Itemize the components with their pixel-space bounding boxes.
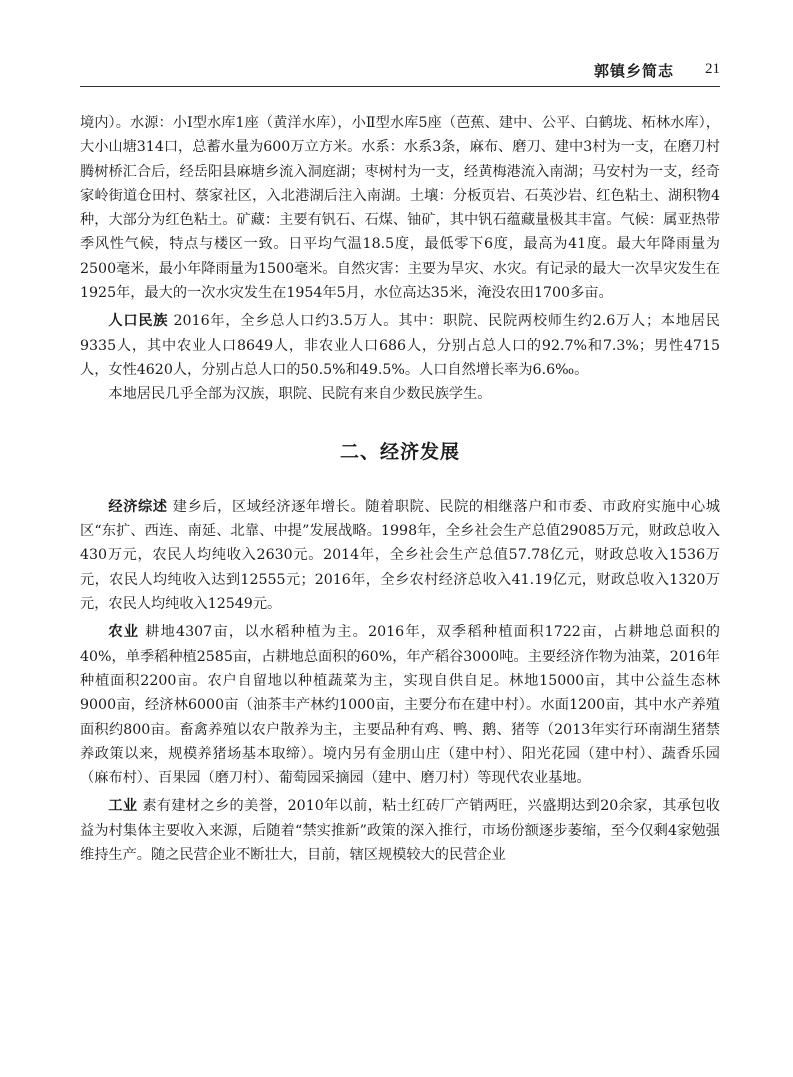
running-header	[80, 58, 720, 86]
section-heading: 二、经济发展	[339, 440, 460, 463]
term-economy-overview: 经济综述	[108, 498, 168, 515]
term-industry: 工业	[108, 798, 138, 815]
book-title: 郭镇乡简志	[593, 62, 674, 80]
term-population: 人口民族	[108, 313, 169, 330]
paragraph-ethnicity: 本地居民几乎全部为汉族，职院、民院有来自少数民族学生。	[108, 386, 492, 403]
paragraph-economy-overview-text: 建乡后，区域经济逐年增长。随着职院、民院的相继落户和市委、市政府实施中心城区“东扩、西连、南延、北靠、中提”发展战略。1998年，全乡社会生产总值29085万元，财政总收入430万元，农民人均纯收入2630元。2014年，全乡社会生产总值57.78亿元，财政总收入1536万元，农民人均纯收入达到12555元；2016年，全乡农村经济总收入41.19亿元，财政总收入1320万元，农民人均纯收入12549元。	[80, 498, 720, 613]
paragraph-population	[80, 309, 720, 382]
term-agriculture: 农业	[108, 624, 140, 641]
paragraph-economy-overview	[80, 495, 720, 616]
paragraph-agriculture	[80, 620, 720, 790]
paragraph-environment: 境内）。水源：小Ⅰ型水库1座（黄洋水库），小Ⅱ型水库5座（芭蕉、建中、公平、白鹤垅、柘林水库），大小山塘314口，总蓄水量为600万立方米。水系：水系3条，麻布、磨刀、建中3村为一支，在磨刀村腾树桥汇合后，经岳阳县麻塘乡流入洞庭湖；枣树村为一支，经黄梅港流入南湖；马安村为一支，经奇家岭街道仓田村、蔡家社区，入北港湖后注入南湖。土壤：分板页岩、石英沙岩、红色粘土、湖积物4种，大部分为红色粘土。矿藏：主要有钒石、石煤、铀矿，其中钒石蕴藏量极其丰富。气候：属亚热带季风性气候，特点与楼区一致。日平均气温18.5度，最低零下6度，最高为41度。最大年降雨量为2500毫米，最小年降雨量为1500毫米。自然灾害：主要为旱灾、水灾。有记录的最大一次旱灾发生在1925年，最大的一次水灾发生在1954年5月，水位高达35米，淹没农田1700多亩。	[80, 115, 720, 302]
paragraph-industry	[80, 794, 720, 867]
header-rule	[80, 86, 720, 87]
paragraph-agriculture-text: 耕地4307亩，以水稻种植为主。2016年，双季稻种植面积1722亩，占耕地总面积的40%，单季稻种植2585亩，占耕地总面积的60%，年产稻谷3000吨。主要经济作物为油菜，2016年种植面积2200亩。农户自留地以种植蔬菜为主，实现自供自足。林地15000亩，其中公益生态林9000亩，经济林6000亩（油茶丰产林约1000亩，主要分布在建中村）。水面1200亩，其中水产养殖面积约800亩。畜禽养殖以农户散养为主，主要品种有鸡、鸭、鹅、猪等（2013年实行环南湖生猪禁养政策以来，规模养猪场基本取缔）。境内另有金朋山庄（建中村）、阳光花园（建中村）、蔬香乐园（麻布村）、百果园（磨刀村）、葡萄园采摘园（建中、磨刀村）等现代农业基地。	[80, 624, 720, 787]
page-body	[80, 111, 720, 867]
paragraph-industry-text: 素有建材之乡的美誉，2010年以前，粘土红砖厂产销两旺，兴盛期达到20余家，其承包收益为村集体主要收入来源，后随着“禁实推新”政策的深入推行，市场份额逐步萎缩，至今仅剩4家勉强维持生产。随之民营企业不断壮大，目前，辖区规模较大的民营企业	[80, 798, 720, 864]
page-number: 21	[705, 61, 720, 77]
paragraph-population-text: 2016年，全乡总人口约3.5万人。其中：职院、民院两校师生约2.6万人；本地居民9335人，其中农业人口8649人，非农业人口686人，分别占总人口的92.7%和7.3%；男性4715人，女性4620人，分别占总人口的50.5%和49.5%。人口自然增长率为6.6‰。	[80, 313, 720, 378]
